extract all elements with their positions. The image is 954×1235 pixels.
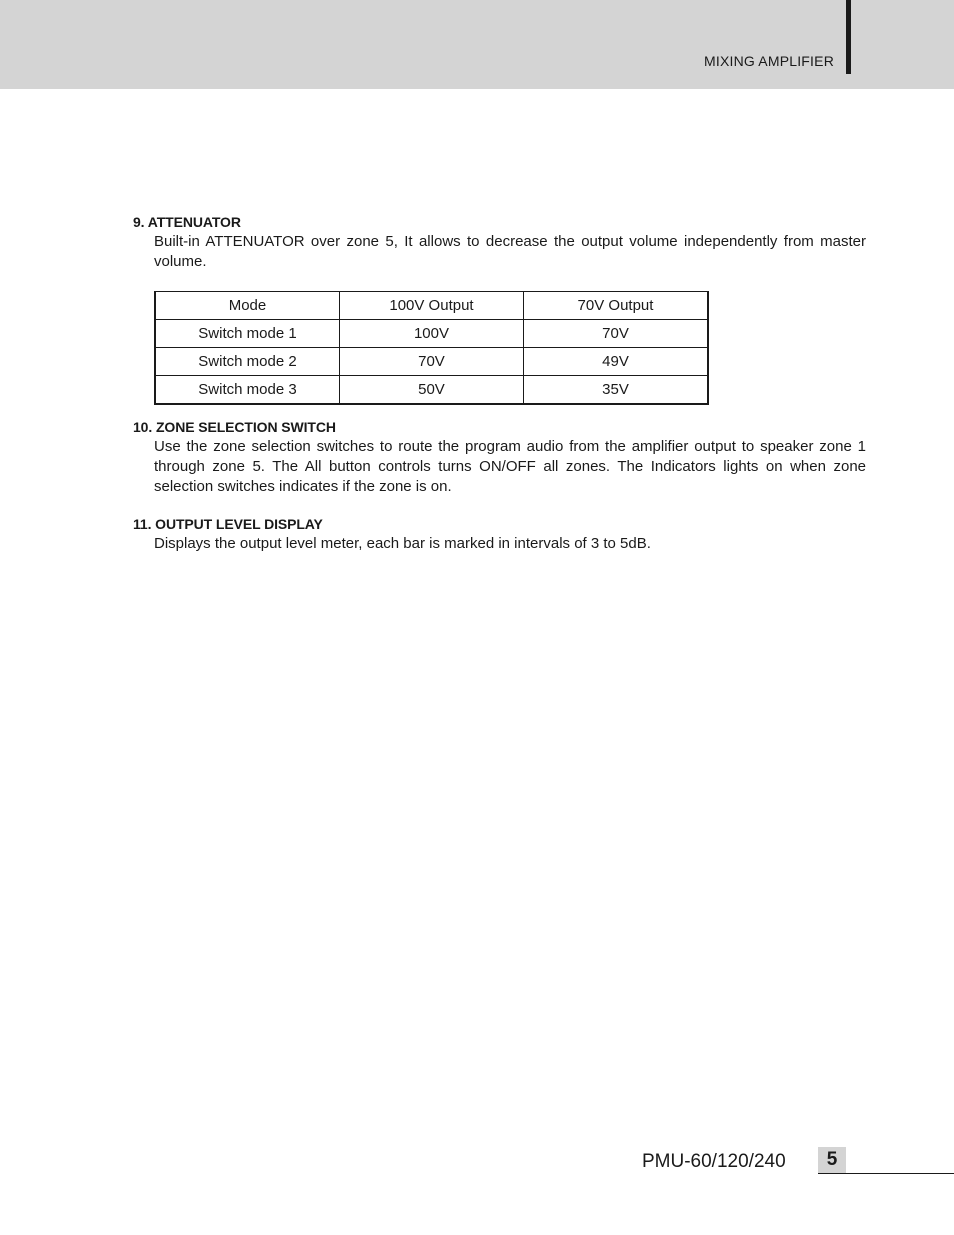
header-title: MIXING AMPLIFIER xyxy=(704,53,834,69)
table-cell: 70V xyxy=(339,348,523,376)
page-number: 5 xyxy=(818,1147,846,1173)
table-cell: 49V xyxy=(523,348,708,376)
table-cell: Switch mode 3 xyxy=(155,376,339,405)
attenuator-table xyxy=(154,291,709,405)
section-heading: 9. ATTENUATOR xyxy=(133,214,241,230)
footer-model-name: PMU-60/120/240 xyxy=(642,1151,786,1172)
page-content xyxy=(133,213,866,554)
section-heading: 11. OUTPUT LEVEL DISPLAY xyxy=(133,516,323,532)
table-header-cell: 70V Output xyxy=(523,292,708,320)
header-divider xyxy=(846,0,851,74)
table-cell: Switch mode 1 xyxy=(155,320,339,348)
section-body: Displays the output level meter, each bar is marked in intervals of 3 to 5dB. xyxy=(154,535,651,552)
section-attenuator xyxy=(133,213,866,405)
footer-divider xyxy=(818,1173,954,1174)
table-cell: 50V xyxy=(339,376,523,405)
header-band xyxy=(0,0,954,89)
table-header-cell: 100V Output xyxy=(339,292,523,320)
section-body: Built-in ATTENUATOR over zone 5, It allows to decrease the output volume independently from master volume. xyxy=(154,233,866,270)
section-body: Use the zone selection switches to route the program audio from the amplifier output to speaker zone 1 through zone 5. The All button controls turns ON/OFF all zones. The Indicators lights on when zone selection switches indicates if the zone is on. xyxy=(154,438,866,495)
table-cell: 100V xyxy=(339,320,523,348)
table-row xyxy=(155,376,708,405)
table-row xyxy=(155,348,708,376)
section-output-level xyxy=(133,515,866,554)
table-header-cell: Mode xyxy=(155,292,339,320)
table-cell: 70V xyxy=(523,320,708,348)
table-row xyxy=(155,320,708,348)
table-cell: 35V xyxy=(523,376,708,405)
section-heading: 10. ZONE SELECTION SWITCH xyxy=(133,419,336,435)
section-zone-selection xyxy=(133,418,866,497)
table-header-row xyxy=(155,292,708,320)
table-cell: Switch mode 2 xyxy=(155,348,339,376)
